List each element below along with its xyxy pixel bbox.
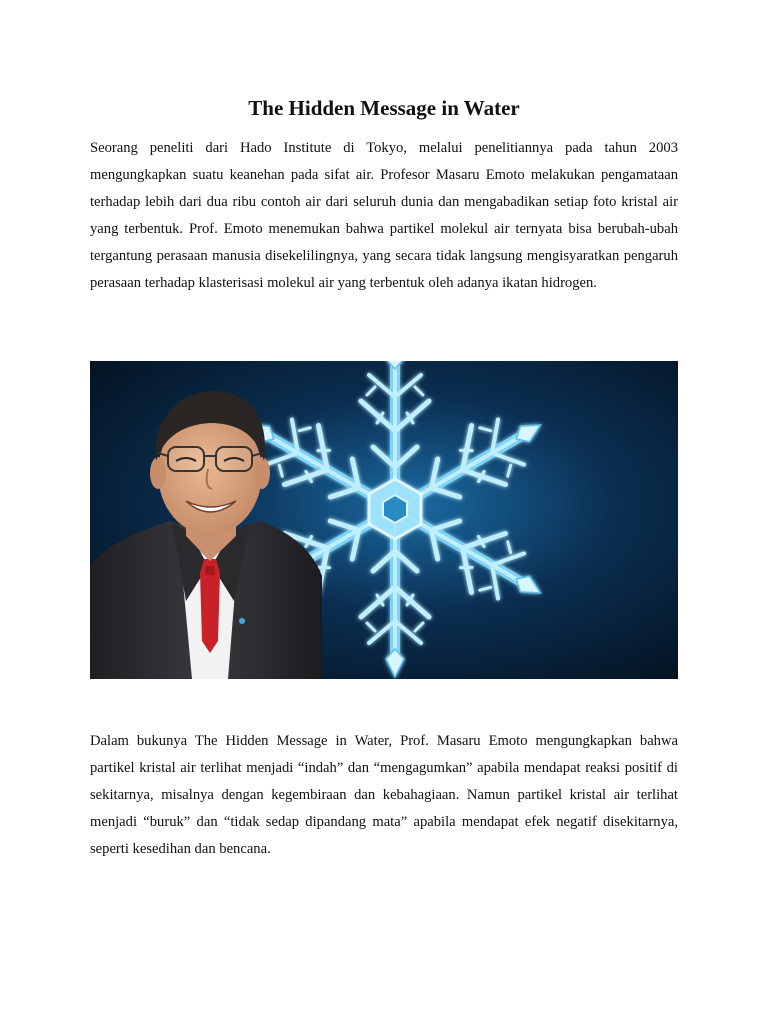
- paragraph-intro: Seorang peneliti dari Hado Institute di Tokyo, melalui penelitiannya pada tahun 2003 mengungkapkan suatu keanehan pada sifat air. Profesor Masaru Emoto melakukan pengamataan terhadap lebih dari dua ribu contoh air dari seluruh dunia dan mengabadikan setiap foto kristal air yang terbentuk. Prof. Emoto menemukan bahwa partikel molekul air ternyata bisa berubah-ubah tergantung perasaan manusia disekelilingnya, yang secara tidak langsung mengisyaratkan pengaruh perasaan terhadap klasterisasi molekul air yang terbentuk oleh adanya ikatan hidrogen.: [90, 140, 678, 291]
- document-title: The Hidden Message in Water: [248, 96, 520, 120]
- lapel-pin: [239, 618, 245, 624]
- photo-illustration: [90, 361, 678, 679]
- photo-emoto-snowflake: [90, 361, 678, 679]
- paragraph-book: Dalam bukunya The Hidden Message in Water, Prof. Masaru Emoto mengungkapkan bahwa partikel kristal air terlihat menjadi “indah” dan “mengagumkan” apabila mendapat reaksi positif di sekitarnya, misalnya dengan kegembiraan dan kebahagiaan. Namun partikel kristal air terlihat menjadi “buruk” dan “tidak sedap dipandang mata” apabila mendapat efek negatif disekitarnya, seperti kesedihan dan bencana.: [90, 733, 678, 857]
